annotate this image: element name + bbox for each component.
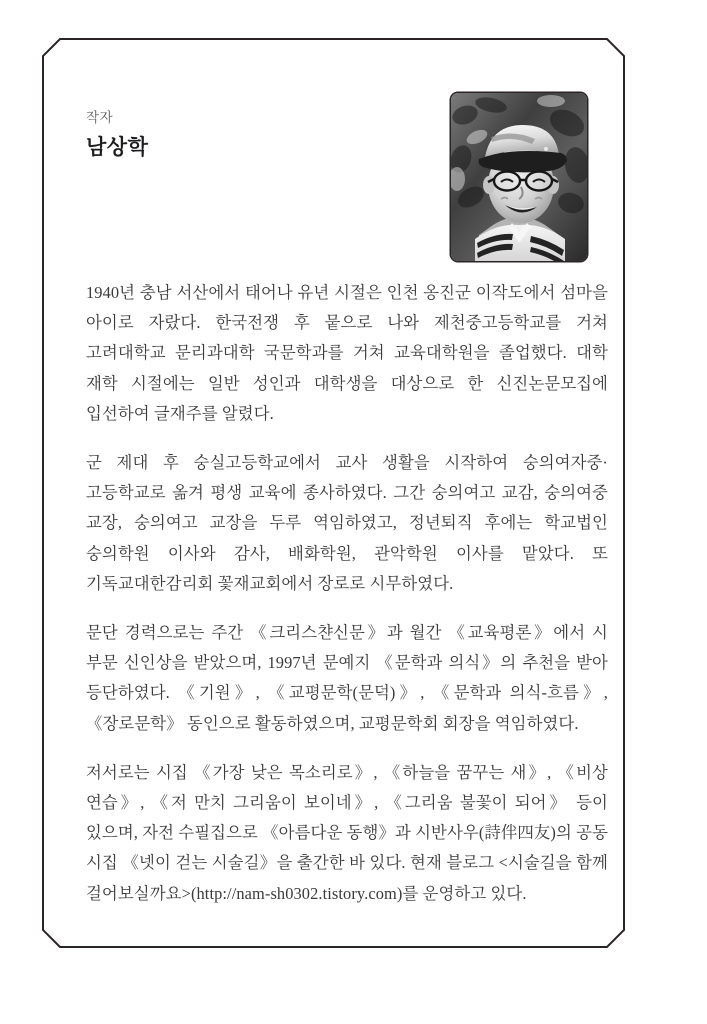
author-portrait-photo xyxy=(451,93,587,261)
page-frame xyxy=(42,38,625,948)
author-block xyxy=(86,110,316,160)
author-biography xyxy=(86,278,608,909)
author-name: 남상학 xyxy=(86,136,149,160)
bio-paragraph: 1940년 충남 서산에서 태어나 유년 시절은 인천 옹진군 이작도에서 섬마을 아이로 자랐다. 한국전쟁 후 뭍으로 나와 제천중고등학교를 거쳐 고려대학교 문리과대학 국문학과를 거쳐 교육대학원을 졸업했다. 대학 재학 시절에는 일반 성인과 대학생을 대상으로 한 신진논문모집에 입선하여 글재주를 알렸다. xyxy=(86,283,608,423)
bio-paragraph: 저서로는 시집 《가장 낮은 목소리로》, 《하늘을 꿈꾸는 새》, 《비상 연습》, 《저 만치 그리움이 보이네》, 《그리움 불꽃이 되어》 등이 있으며, 자전 수필집으로 《아름다운 동행》과 시반사우(詩伴四友)의 공동 시집 《넷이 걷는 시술길》을 출간한 바 있다. 현재 블로그 <시술길을 함께 걸어보실까요>(http://nam-sh0302.tistory.com)를 운영하고 있다. xyxy=(86,762,608,903)
page-content xyxy=(86,38,608,948)
author-role-label: 작자 xyxy=(86,110,114,125)
bio-paragraph: 문단 경력으로는 주간 《크리스챤신문》과 월간 《교육평론》에서 시 부문 신인상을 받았으며, 1997년 문예지 《문학과 의식》의 추천을 받아 등단하였다. 《기원》, 《교평문학(문덕)》, 《문학과 의식-흐름》, 《장로문학》 동인으로 활동하였으며, 교평문학회 회장을 역임하였다. xyxy=(86,623,608,733)
bio-paragraph: 군 제대 후 숭실고등학교에서 교사 생활을 시작하여 숭의여자중·고등학교로 옮겨 평생 교육에 종사하였다. 그간 숭의여고 교감, 숭의여중 교장, 숭의여고 교장을 두루 역임하였고, 정년퇴직 후에는 학교법인 숭의학원 이사와 감사, 배화학원, 관악학원 이사를 맡았다. 또 기독교대한감리회 꽃재교회에서 장로로 시무하였다. xyxy=(86,453,609,593)
